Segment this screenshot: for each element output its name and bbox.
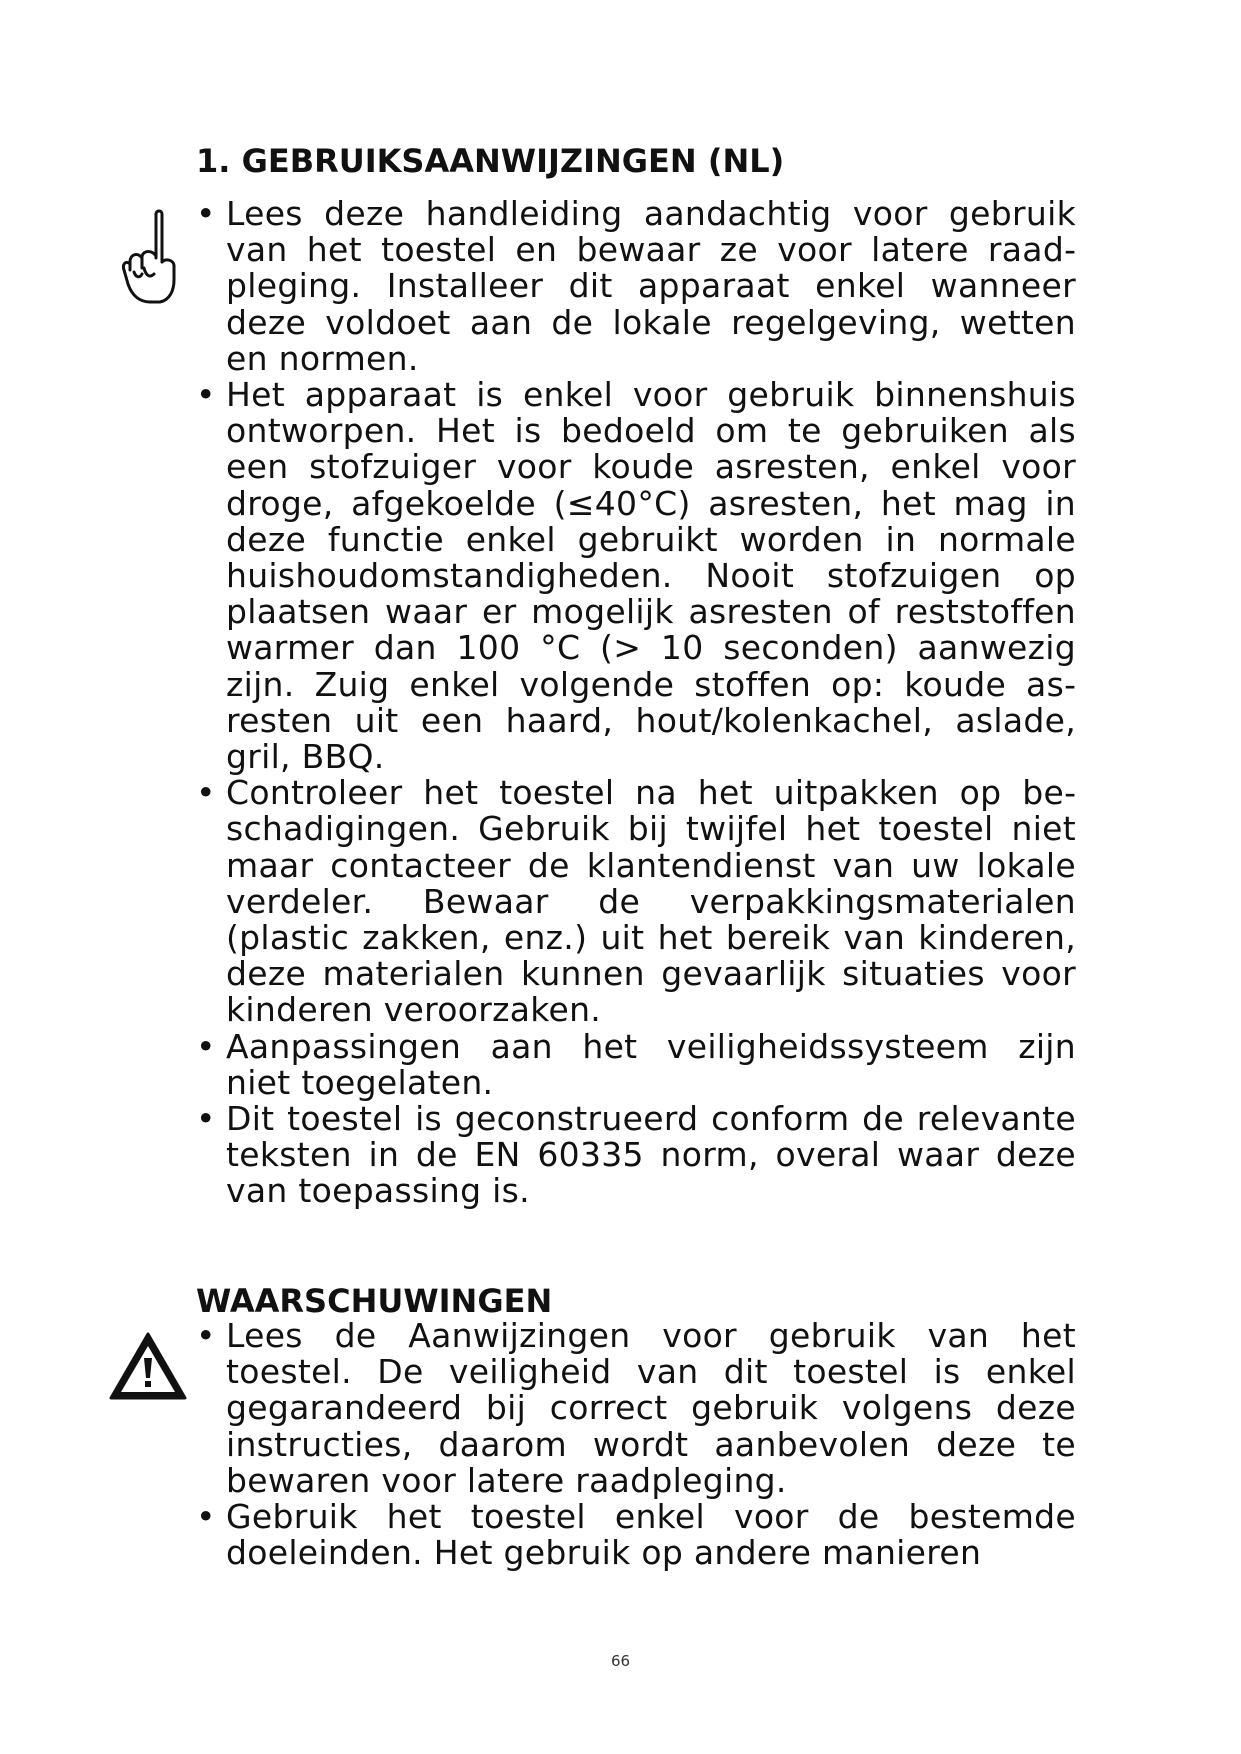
warning-triangle-icon xyxy=(108,1330,188,1402)
list-item: • Controleer het toestel na het uitpakken op beschadigingen. Gebruik bij twijfel het toestel niet maar contacteer de klantendienst van uw lokale verdeler. Bewaar de verpakkingsmaterialen (plastic zakken, enz.) uit het bereik van kinderen, deze materialen kunnen gevaarlijk situaties voor kinderen veroorzaken. xyxy=(196,773,1076,1030)
warnings-list xyxy=(196,1318,1076,1571)
list-item: • Lees deze handleiding aandachtig voor gebruik van het toestel en bewaar ze voor latere raadpleging. Installeer dit apparaat enkel wanneer deze voldoet aan de lokale regelgeving, wetten en normen. xyxy=(196,194,1076,378)
section-title-warnings: WAARSCHUWINGEN xyxy=(196,1282,553,1320)
page-number: 66 xyxy=(610,1652,631,1670)
list-item: • Gebruik het toestel enkel voor de bestemde doeleinden. Het gebruik op andere manieren xyxy=(196,1497,1076,1573)
list-item: • Dit toestel is geconstrueerd conform de relevante teksten in de EN 60335 norm, overal waar deze van toepassing is. xyxy=(196,1099,1076,1211)
section-title-usage: 1. GEBRUIKSAANWIJZINGEN (NL) xyxy=(196,142,785,180)
usage-instructions-list xyxy=(196,196,1076,1210)
list-item: • Het apparaat is enkel voor gebruik binnenshuis ontworpen. Het is bedoeld om te gebruiken als een stofzuiger voor koude asresten, enkel voor droge, afgekoelde (≤40°C) asresten, het mag in deze functie enkel gebruikt worden in normale huishoudomstandigheden. Nooit stofzuigen op plaatsen waar er mogelijk asresten of reststoffen warmer dan 100 °C (> 10 seconden) aanwezig zijn. Zuig enkel volgende stoffen op: koude asresten uit een haard, hout/kolenkachel, aslade, gril, BBQ. xyxy=(196,375,1076,777)
list-item: • Lees de Aanwijzingen voor gebruik van het toestel. De veiligheid van dit toestel is enkel gegarandeerd bij correct gebruik volgens deze instructies, daarom wordt aanbevolen deze te bewaren voor latere raadpleging. xyxy=(196,1316,1076,1500)
pointing-finger-icon xyxy=(120,206,180,310)
list-item: • Aanpassingen aan het veiligheidssysteem zijn niet toegelaten. xyxy=(196,1026,1076,1102)
